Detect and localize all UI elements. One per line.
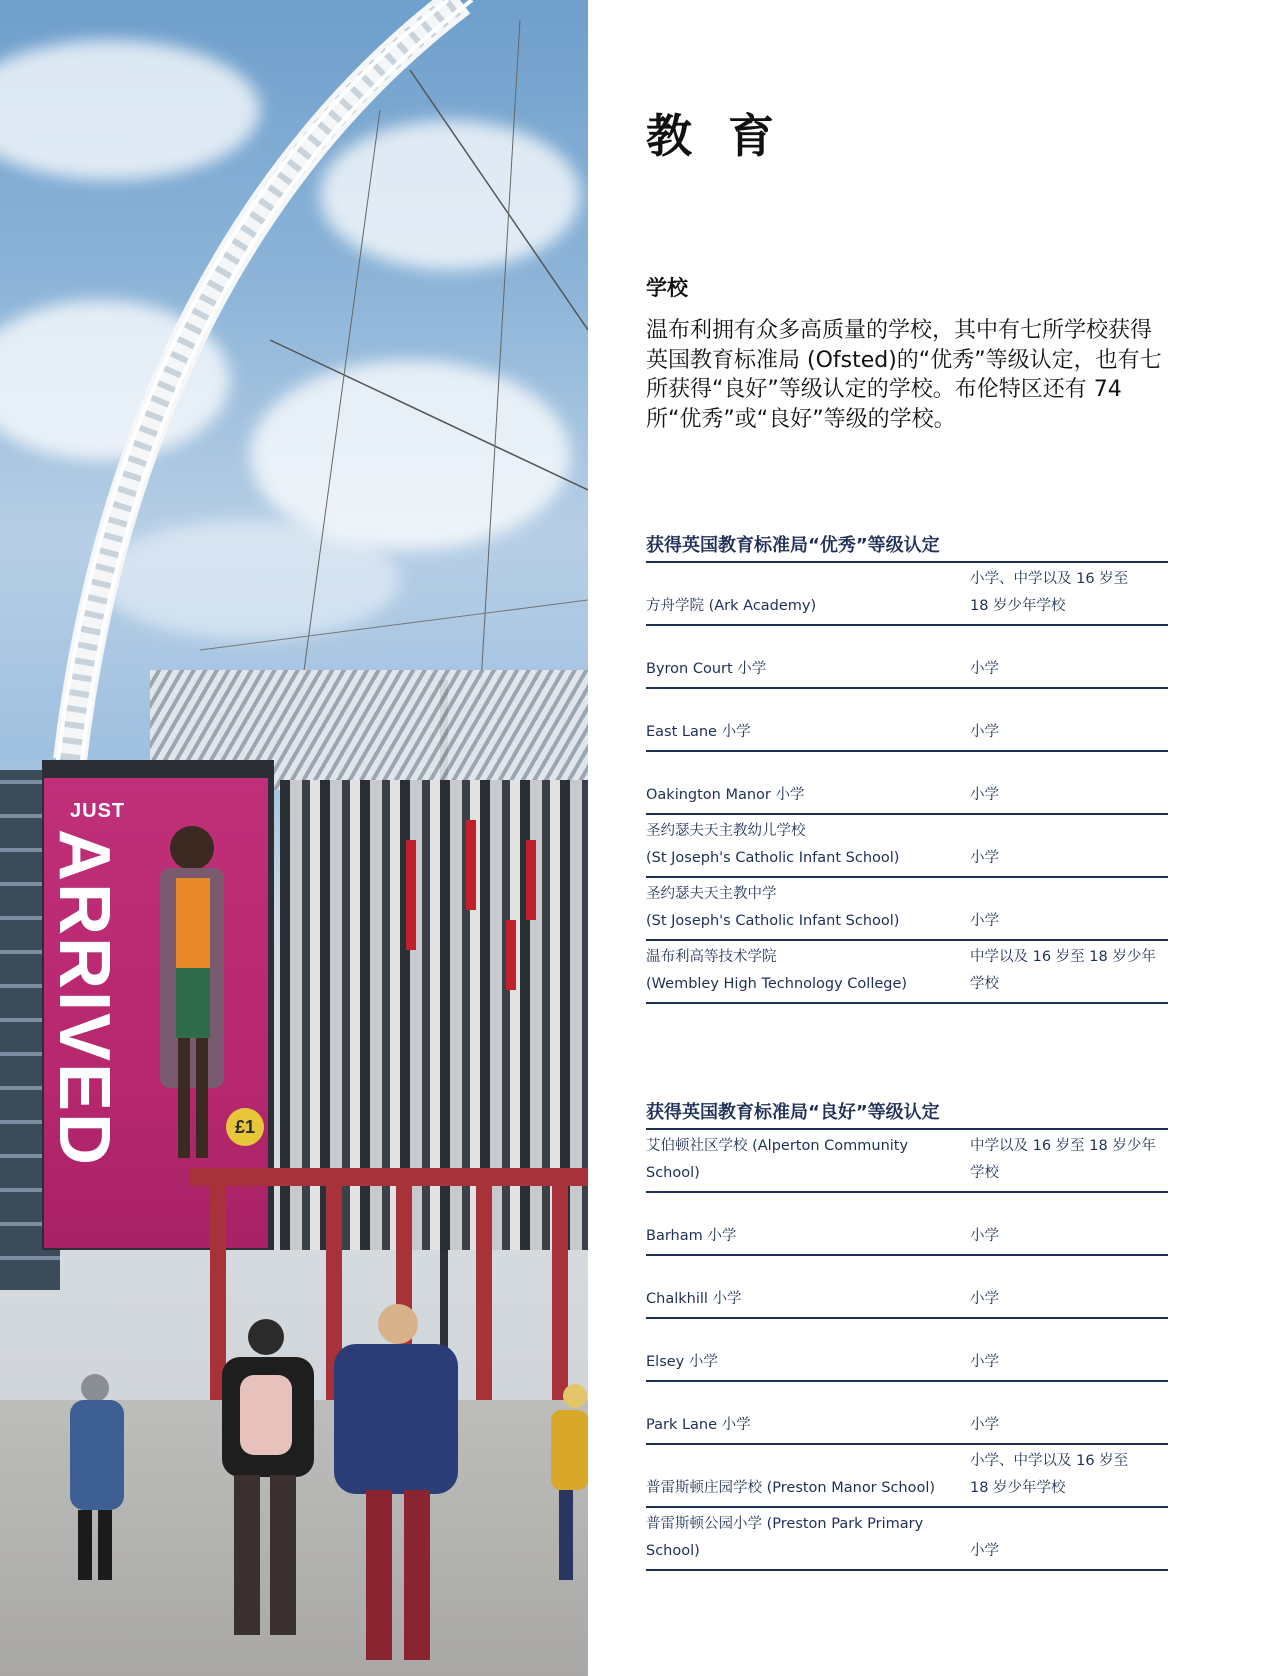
school-type: [970, 656, 1168, 683]
billboard-just: JUST: [70, 800, 126, 822]
page-title: 教 育: [646, 109, 785, 163]
school-name-line: (St Joseph's Catholic Infant School): [646, 913, 900, 929]
school-type: [970, 1349, 1168, 1376]
school-name-line: 普雷斯顿庄园学校 (Preston Manor School): [646, 1480, 936, 1496]
school-name: [646, 719, 966, 746]
pedestrian: [40, 1370, 140, 1590]
school-name: [646, 1475, 966, 1502]
table-row: [646, 939, 1168, 1004]
school-type: [970, 782, 1168, 809]
outstanding-table-heading: 获得英国教育标准局“优秀”等级认定: [646, 535, 940, 556]
school-type-line: 小学: [970, 913, 999, 929]
good-table-heading: 获得英国教育标准局“良好”等级认定: [646, 1102, 940, 1123]
school-type: [970, 944, 1168, 998]
school-type-line: 小学、中学以及 16 岁至: [970, 571, 1129, 587]
table-row: [646, 1317, 1168, 1380]
school-type: [970, 1286, 1168, 1313]
intro-paragraph: 温布利拥有众多高质量的学校，其中有七所学校获得英国教育标准局 (Ofsted)的“优秀”等级认定，也有七所获得“良好”等级认定的学校。布伦特区还有 74 所“优秀”或“良好”等级的学校。: [646, 318, 1162, 432]
billboard-price-badge: £1: [226, 1108, 264, 1146]
table-row: [646, 1380, 1168, 1443]
school-name: [646, 1286, 966, 1313]
school-type-line: 小学: [970, 724, 999, 740]
school-type: [970, 845, 1168, 872]
school-name-line: (St Joseph's Catholic Infant School): [646, 850, 900, 866]
table-row: [646, 876, 1168, 939]
school-type-line: 小学: [970, 1354, 999, 1370]
school-name-line: Park Lane 小学: [646, 1417, 751, 1433]
school-name-line: Byron Court 小学: [646, 661, 767, 677]
table-row: [646, 1191, 1168, 1254]
school-type: [970, 1538, 1168, 1565]
school-name: [646, 1133, 966, 1187]
school-name-line: 方舟学院 (Ark Academy): [646, 598, 817, 614]
school-name-line: 普雷斯顿公园小学 (Preston Park Primary School): [646, 1516, 924, 1559]
school-name-line: (Wembley High Technology College): [646, 976, 908, 992]
wembley-stadium-photo: [0, 0, 588, 1676]
outstanding-schools-table: [646, 561, 1168, 1004]
school-name: [646, 593, 966, 620]
pedestrian-backpack: [200, 1315, 330, 1645]
school-type-line: 小学: [970, 1228, 999, 1244]
school-type-line: 学校: [970, 1165, 999, 1181]
school-type: [970, 908, 1168, 935]
school-name-line: 温布利高等技术学院: [646, 949, 777, 965]
school-name-line: Chalkhill 小学: [646, 1291, 742, 1307]
school-type: [970, 1133, 1168, 1187]
table-row: [646, 1128, 1168, 1191]
school-name: [646, 1349, 966, 1376]
school-name: [646, 881, 966, 935]
school-name-line: Barham 小学: [646, 1228, 737, 1244]
school-type-line: 学校: [970, 976, 999, 992]
school-type-line: 小学: [970, 1291, 999, 1307]
school-type-line: 18 岁少年学校: [970, 1480, 1066, 1496]
school-name-line: 艾伯顿社区学校 (Alperton Community School): [646, 1138, 909, 1181]
school-name-line: East Lane 小学: [646, 724, 751, 740]
school-name: [646, 1223, 966, 1250]
table-row: [646, 561, 1168, 624]
table-row: [646, 1506, 1168, 1571]
school-type: [970, 719, 1168, 746]
billboard-arrived: ARRIVED: [44, 829, 124, 1168]
school-name-line: Elsey 小学: [646, 1354, 718, 1370]
table-row: [646, 687, 1168, 750]
section-heading-schools: 学校: [646, 276, 688, 300]
school-type-line: 中学以及 16 岁至 18 岁少年: [970, 949, 1156, 965]
school-type-line: 小学: [970, 850, 999, 866]
pedestrian-yellow-coat: [545, 1380, 588, 1580]
school-name: [646, 818, 966, 872]
table-row: [646, 750, 1168, 813]
school-name-line: Oakington Manor 小学: [646, 787, 805, 803]
table-row: [646, 813, 1168, 876]
table-row: [646, 1443, 1168, 1506]
school-type-line: 小学: [970, 787, 999, 803]
school-type-line: 小学: [970, 661, 999, 677]
school-name: [646, 944, 966, 998]
school-type-line: 小学、中学以及 16 岁至: [970, 1453, 1129, 1469]
school-name-line: 圣约瑟夫天主教中学: [646, 886, 777, 902]
school-name: [646, 782, 966, 809]
school-type: [970, 1448, 1168, 1502]
school-type-line: 小学: [970, 1417, 999, 1433]
pedestrian-patterned-coat: [320, 1300, 470, 1670]
school-type: [970, 1223, 1168, 1250]
school-type: [970, 566, 1168, 620]
red-pergola: [190, 1168, 588, 1186]
school-type: [970, 1412, 1168, 1439]
school-name: [646, 1412, 966, 1439]
table-row: [646, 1254, 1168, 1317]
table-row: [646, 624, 1168, 687]
school-type-line: 小学: [970, 1543, 999, 1559]
school-name: [646, 1511, 966, 1565]
school-type-line: 18 岁少年学校: [970, 598, 1066, 614]
school-type-line: 中学以及 16 岁至 18 岁少年: [970, 1138, 1156, 1154]
school-name-line: 圣约瑟夫天主教幼儿学校: [646, 823, 806, 839]
school-name: [646, 656, 966, 683]
good-schools-table: [646, 1128, 1168, 1571]
